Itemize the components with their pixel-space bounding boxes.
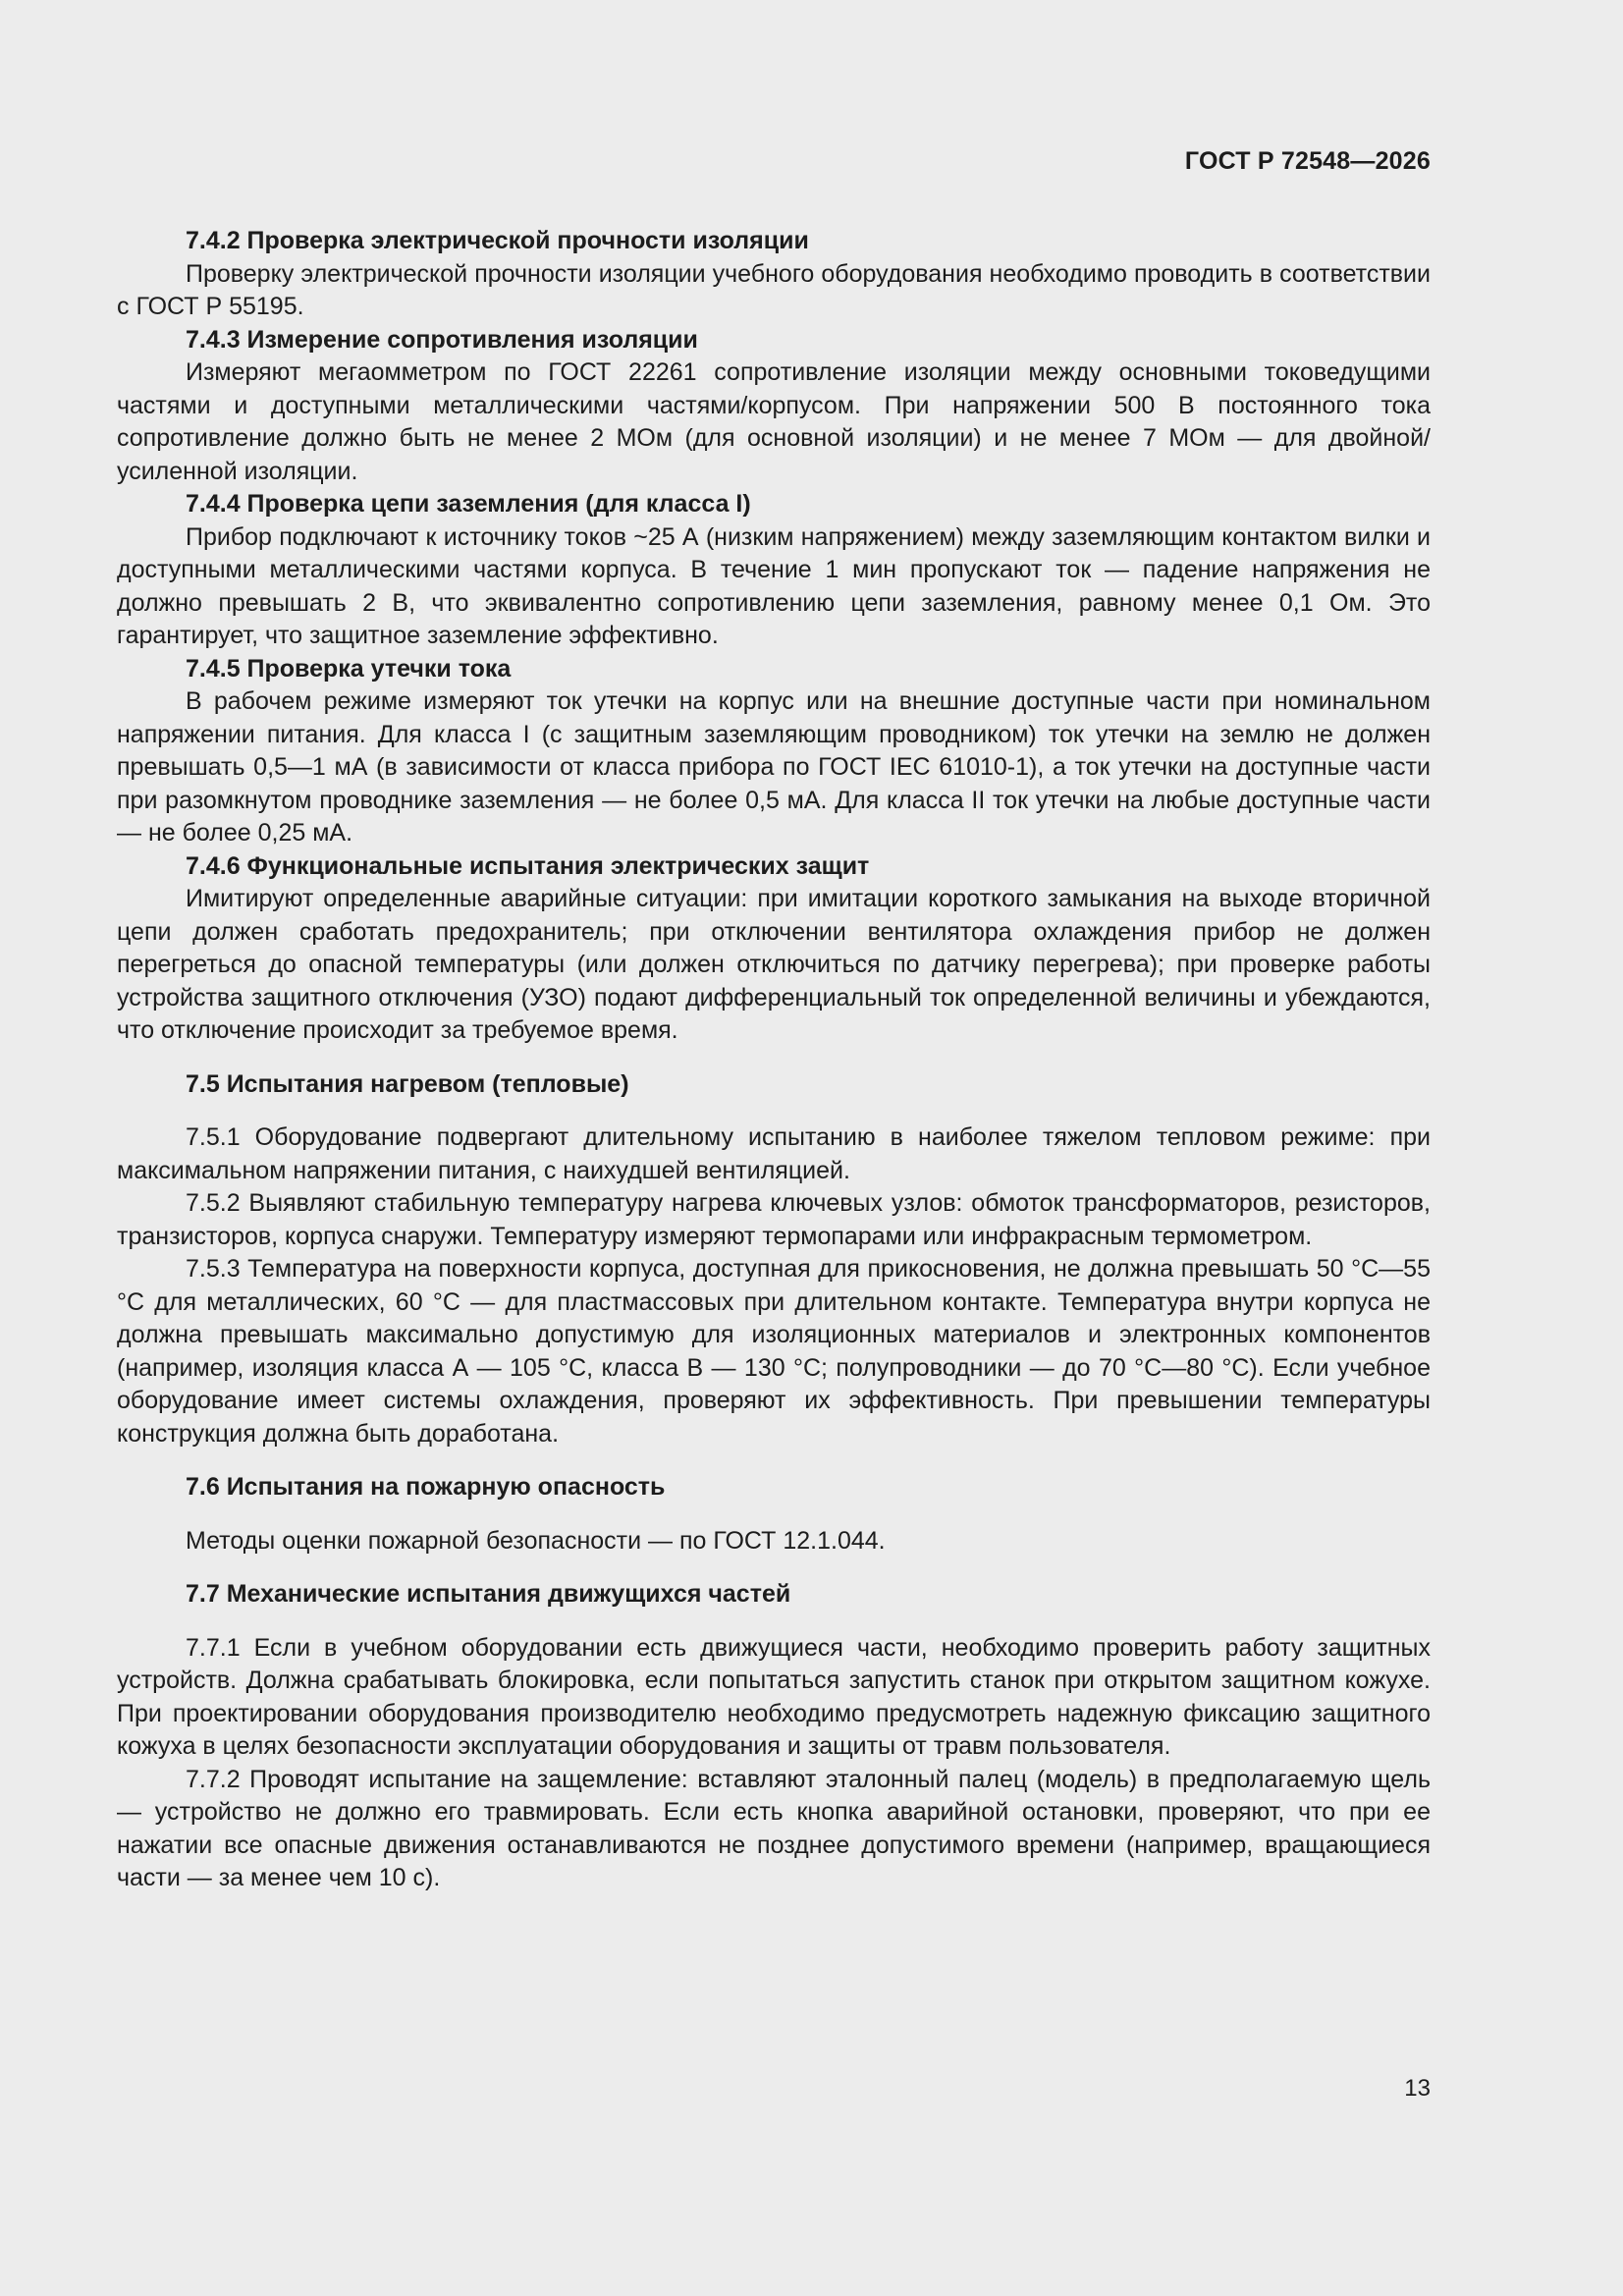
section-7-7-2-text: 7.7.2 Проводят испытание на защемление: вставляют эталонный палец (модель) в предполагаемую щель — устройство не должно его травмировать. Если есть кнопка аварийной остановки, проверяют, что при ее нажатии все опасные движения останавливаются не позднее допустимого времени (например, вращающиеся части — за менее чем 10 с). <box>117 1765 1431 1891</box>
section-7-4-6-title: 7.4.6 Функциональные испытания электрических защит <box>186 851 870 880</box>
section-7-4-5-text: В рабочем режиме измеряют ток утечки на корпус или на внешние доступные части при номинальном напряжении питания. Для класса I (с защитным заземляющим проводником) ток утечки на землю не должен превышать 0,5—1 мА (в зависимости от класса прибора по ГОСТ IEC 61010-1), а ток утечки на доступные части при разомкнутом проводнике заземления — не более 0,5 мА. Для класса II ток утечки на любые доступные части — не более 0,25 мА. <box>117 687 1431 847</box>
section-7-7-title: 7.7 Механические испытания движущихся частей <box>186 1580 791 1608</box>
section-7-5-2-text: 7.5.2 Выявляют стабильную температуру нагрева ключевых узлов: обмоток трансформаторов, резисторов, транзисторов, корпуса снаружи. Температуру измеряют термопарами или инфракрасным термометром. <box>117 1189 1431 1250</box>
section-7-5-3-text: 7.5.3 Температура на поверхности корпуса, доступная для прикосновения, не должна превышать 50 °С—55 °С для металлических, 60 °С — для пластмассовых при длительном контакте. Температура внутри корпуса не должна превышать максимально допустимую для изоляционных материалов и электронных компонентов (например, изоляция класса А — 105 °С, класса В — 130 °С; полупроводники — до 70 °С—80 °С). Если учебное оборудование имеет системы охлаждения, проверяют их эффективность. При превышении температуры конструкция должна быть доработана. <box>117 1255 1431 1448</box>
section-7-6-title: 7.6 Испытания на пожарную опасность <box>186 1473 666 1501</box>
document-body <box>117 225 1431 1895</box>
standard-designation: ГОСТ Р 72548—2026 <box>1184 147 1431 175</box>
section-7-4-3-text: Измеряют мегаомметром по ГОСТ 22261 сопротивление изоляции между основными токоведущими частями и доступными металлическими частями/корпусом. При напряжении 500 В постоянного тока сопротивление должно быть не менее 2 МОм (для основной изоляции) и не менее 7 МОм — для двойной/усиленной изоляции. <box>117 358 1431 485</box>
section-7-4-4-text: Прибор подключают к источнику токов ~25 А (низким напряжением) между заземляющим контактом вилки и доступными металлическими частями корпуса. В течение 1 мин пропускают ток — падение напряжения не должно превышать 2 В, что эквивалентно сопротивлению цепи заземления, равному менее 0,1 Ом. Это гарантирует, что защитное заземление эффективно. <box>117 522 1431 649</box>
section-7-4-2-text: Проверку электрической прочности изоляции учебного оборудования необходимо проводить в соответствии с ГОСТ Р 55195. <box>117 259 1431 320</box>
section-7-4-4-title: 7.4.4 Проверка цепи заземления (для класса I) <box>186 490 751 518</box>
section-7-4-2-title: 7.4.2 Проверка электрической прочности изоляции <box>186 227 809 254</box>
section-7-6-text: Методы оценки пожарной безопасности — по ГОСТ 12.1.044. <box>186 1526 886 1555</box>
section-7-5-1-text: 7.5.1 Оборудование подвергают длительному испытанию в наиболее тяжелом тепловом режиме: при максимальном напряжении питания, с наихудшей вентиляцией. <box>117 1123 1431 1184</box>
section-7-4-3-title: 7.4.3 Измерение сопротивления изоляции <box>186 325 698 354</box>
page-number: 13 <box>1404 2075 1431 2102</box>
section-7-5-title: 7.5 Испытания нагревом (тепловые) <box>186 1069 629 1098</box>
section-7-7-1-text: 7.7.1 Если в учебном оборудовании есть движущиеся части, необходимо проверить работу защитных устройств. Должна срабатывать блокировка, если попытаться запустить станок при открытом защитном кожухе. При проектировании оборудования производителю необходимо предусмотреть надежную фиксацию защитного кожуха в целях безопасности эксплуатации оборудования и защиты от травм пользователя. <box>117 1633 1431 1760</box>
section-7-4-5-title: 7.4.5 Проверка утечки тока <box>186 654 512 683</box>
section-7-4-6-text: Имитируют определенные аварийные ситуации: при имитации короткого замыкания на выходе вторичной цепи должен сработать предохранитель; при отключении вентилятора охлаждения прибор не должен перегреться до опасной температуры (или должен отключиться по датчику перегрева); при проверке работы устройства защитного отключения (УЗО) подают дифференциальный ток определенной величины и убеждаются, что отключение происходит за требуемое время. <box>117 885 1431 1044</box>
